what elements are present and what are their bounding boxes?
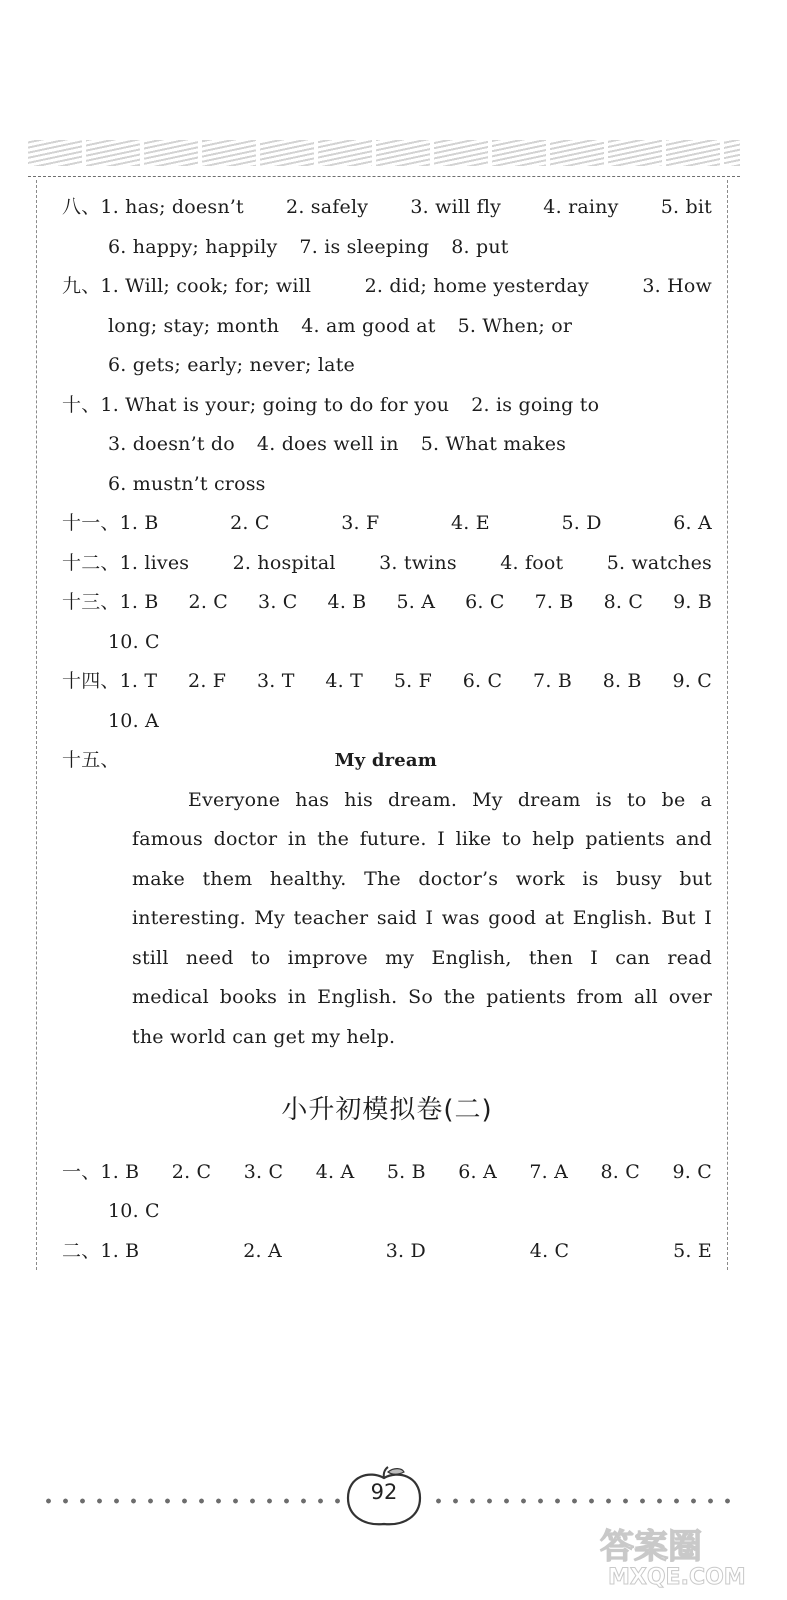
essay-line: Everyone has his dream. My dream is to be a (188, 788, 712, 811)
answer-line (120, 504, 712, 544)
answer-row (62, 386, 712, 426)
answer-line (120, 662, 712, 702)
answer-item: 3. T (256, 670, 295, 692)
answer-item: 6. happy; happily (108, 235, 278, 258)
answer-item: 1. B (119, 591, 159, 613)
answer-row (62, 544, 712, 584)
answer-item: 8. put (451, 235, 509, 258)
section-number: 八、 (62, 196, 101, 218)
section-number: 十一、 (62, 512, 120, 534)
answer-item: 4. B (327, 591, 367, 613)
answer-row (62, 623, 712, 663)
footer-dots-right (430, 1490, 730, 1510)
essay-body (132, 781, 712, 1058)
answer-item: 3. C (243, 1160, 284, 1183)
answer-line (100, 267, 712, 307)
answer-item: 5. D (561, 512, 602, 534)
answer-item: 3. twins (379, 551, 457, 574)
answer-item: 5. bit (660, 196, 712, 218)
essay-heading-row (62, 741, 712, 781)
answer-sections-part2 (62, 1153, 712, 1272)
section-number: 九、 (62, 275, 101, 297)
answer-item: 9. B (673, 591, 712, 613)
answer-item: 4. rainy (543, 196, 619, 218)
answer-row (62, 188, 712, 228)
answer-line (62, 465, 712, 505)
answer-item: 9. C (672, 670, 712, 692)
answer-item: 8. B (602, 670, 642, 692)
answer-item: 9. C (672, 1160, 712, 1183)
answer-item: 1. What is your; going to do for you (100, 393, 450, 416)
answer-row (62, 1192, 712, 1232)
answer-line (62, 702, 712, 742)
essay-line: make them healthy. The doctor’s work is busy but (132, 867, 712, 890)
answer-row (62, 307, 712, 347)
answer-item: 4. A (315, 1160, 355, 1183)
watermark-logo (588, 1520, 778, 1590)
answer-row (62, 583, 712, 623)
answer-item: 5. What makes (420, 433, 567, 455)
answer-item: 1. B (119, 512, 159, 534)
answer-line (62, 346, 712, 386)
answer-item: 8. C (603, 591, 644, 613)
answer-item: 6. gets; early; never; late (108, 354, 355, 376)
answer-item: 1. Will; cook; for; will (100, 275, 312, 297)
answer-item: 6. A (673, 512, 712, 534)
answer-item: 5. F (393, 670, 432, 692)
answer-item: 8. C (600, 1160, 640, 1183)
answer-item: 3. will fly (410, 196, 502, 218)
section-number: 十二、 (62, 551, 120, 574)
answer-item: 5. B (386, 1160, 426, 1183)
answer-item: 5. watches (606, 551, 712, 574)
essay-line: medical books in English. So the patients from all over (132, 986, 712, 1008)
answer-item: 3. F (341, 512, 380, 534)
answer-item: 5. E (673, 1239, 712, 1262)
answer-item: 7. B (534, 591, 574, 613)
answer-item: 1. lives (119, 551, 190, 574)
answer-item: 2. F (188, 670, 227, 692)
left-margin-dashed-rule (36, 180, 37, 1270)
answer-row (62, 504, 712, 544)
answer-item: 2. is going to (471, 393, 600, 416)
answer-item: 1. B (100, 1160, 140, 1183)
answer-row (62, 267, 712, 307)
answer-line (62, 228, 712, 268)
svg-text:MXQE.COM: MXQE.COM (608, 1565, 746, 1590)
answer-line (100, 1232, 712, 1272)
section-number: 一、 (62, 1160, 101, 1183)
essay-number: 十五、 (62, 749, 120, 771)
answer-item: 3. How (642, 275, 712, 297)
answer-line (100, 188, 712, 228)
answer-row (62, 465, 712, 505)
answer-item: 6. C (462, 670, 503, 692)
essay-title: My dream (334, 750, 438, 771)
svg-text:答案圈: 答案圈 (600, 1527, 702, 1567)
answer-line (100, 386, 712, 426)
answer-item: 4. foot (500, 551, 564, 574)
section-number: 十四、 (62, 670, 120, 692)
answer-line (62, 1192, 712, 1232)
section-title: 小升初模拟卷(二) (281, 1095, 493, 1125)
answer-item: 2. did; home yesterday (364, 275, 589, 297)
answer-line (62, 623, 712, 663)
answer-item: 2. safely (286, 196, 369, 218)
answer-item: 3. D (385, 1239, 426, 1262)
answer-item: 7. A (529, 1160, 569, 1183)
answer-line (62, 425, 712, 465)
answer-line (62, 307, 712, 347)
answer-item: 10. C (108, 630, 160, 653)
answer-item: 5. A (396, 591, 436, 613)
answer-item: 2. C (171, 1160, 212, 1183)
answer-item: 7. B (533, 670, 572, 692)
answer-item: 4. C (529, 1239, 570, 1262)
header-dashed-rule (28, 176, 740, 177)
answer-item: 1. T (119, 670, 158, 692)
answer-row (62, 702, 712, 742)
answer-item: 1. B (100, 1239, 140, 1262)
answer-row (62, 1153, 712, 1193)
essay-line: the world can get my help. (132, 1025, 396, 1048)
answer-item: 5. When; or (457, 314, 573, 337)
right-margin-dashed-rule (727, 180, 728, 1270)
answer-item: 1. has; doesn’t (100, 196, 244, 218)
answer-item: 4. does well in (256, 433, 399, 455)
answer-item: 6. C (465, 591, 505, 613)
answer-line (100, 1153, 712, 1193)
answer-item: 4. am good at (301, 314, 436, 337)
section-number: 二、 (62, 1239, 101, 1262)
answer-item: 10. A (108, 709, 159, 732)
answer-item: 4. E (451, 512, 490, 534)
answer-row (62, 425, 712, 465)
answer-content (62, 188, 712, 1271)
section-number: 十三、 (62, 591, 120, 613)
answer-row (62, 1232, 712, 1272)
answer-sections-part1 (62, 188, 712, 741)
answer-item: 3. doesn’t do (108, 433, 235, 455)
answer-item: 6. A (458, 1160, 497, 1183)
answer-item: long; stay; month (108, 314, 280, 337)
footer-dots-left (40, 1490, 340, 1510)
answer-item: 2. A (243, 1239, 282, 1262)
answer-item: 10. C (108, 1200, 160, 1222)
answer-item: 2. C (230, 512, 270, 534)
section-number: 十、 (62, 393, 101, 416)
answer-line (120, 544, 712, 584)
answer-item: 2. hospital (232, 551, 336, 574)
answer-line (120, 583, 712, 623)
answer-row (62, 346, 712, 386)
essay-line: still need to improve my English, then I can read (132, 946, 712, 969)
answer-item: 3. C (258, 591, 298, 613)
essay-line: famous doctor in the future. I like to help patients and (132, 828, 712, 850)
page-number: 92 (370, 1480, 398, 1504)
answer-item: 6. mustn’t cross (108, 472, 266, 495)
answer-item: 2. C (188, 591, 229, 613)
answer-item: 4. T (325, 670, 364, 692)
answer-item: 7. is sleeping (299, 235, 430, 258)
answer-row (62, 228, 712, 268)
answer-row (62, 662, 712, 702)
essay-line: interesting. My teacher said I was good at English. But I (132, 907, 712, 929)
header-decoration-band (28, 140, 740, 166)
